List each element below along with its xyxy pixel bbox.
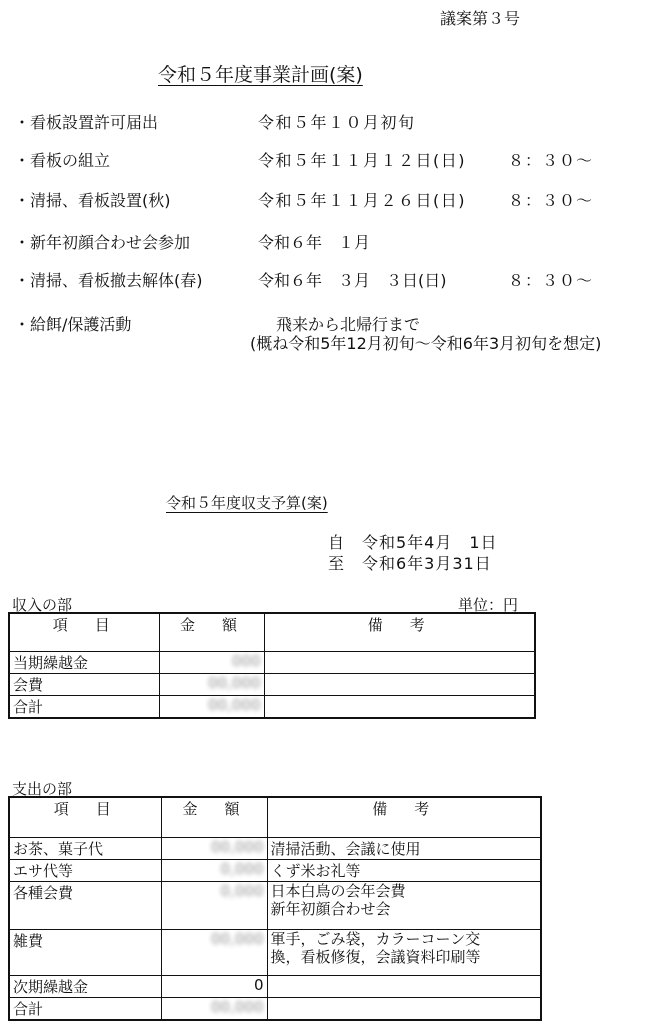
table-row	[9, 997, 541, 1020]
remarks-line: 新年初顔合わせ会	[270, 899, 391, 918]
plan-item-label: ・看板設置許可届出	[14, 113, 159, 132]
header-remarks: 備 考	[264, 613, 535, 651]
row-amount: 00,000	[161, 837, 267, 859]
row-item: 会費	[9, 673, 159, 695]
header-item: 項 目	[9, 797, 161, 837]
table-row	[9, 837, 541, 859]
table-row	[9, 651, 535, 673]
remarks-line: 換，看板修復，会議資料印刷等	[270, 947, 481, 966]
row-remarks	[267, 929, 541, 975]
plan-item	[0, 110, 656, 134]
period-to: 至 令和6年3月31日	[328, 554, 492, 573]
plan-item-label: ・看板の組立	[14, 151, 111, 170]
remarks-line: 軍手，ごみ袋，カラーコーン交	[270, 929, 481, 948]
row-amount: 0,000	[161, 859, 267, 881]
plan-item-label: ・清掃、看板撤去解体(春)	[14, 271, 203, 290]
row-item: お茶、菓子代	[9, 837, 161, 859]
table-row	[9, 673, 535, 695]
header-remarks: 備 考	[267, 797, 541, 837]
plan-item	[0, 230, 656, 254]
table-row	[9, 881, 541, 929]
plan-item-date: 令和６年 １月	[258, 233, 371, 252]
period-from: 自 令和5年4月 1日	[328, 533, 498, 552]
budget-title: 令和５年度収支予算(案)	[166, 494, 328, 512]
row-item: 雑費	[9, 929, 161, 975]
unit-label: 単位：円	[458, 596, 519, 614]
expense-table	[8, 796, 542, 1021]
table-header-row	[9, 797, 541, 837]
row-amount: 00,000	[161, 929, 267, 975]
table-row	[9, 695, 535, 718]
document-number: 議案第３号	[440, 9, 521, 28]
plan-item-time: ８：３０～	[508, 271, 594, 290]
plan-item	[0, 148, 656, 172]
row-amount: 0	[161, 975, 267, 997]
row-item: 合計	[9, 695, 159, 718]
plan-item-date: 令和６年 ３月 ３日(日)	[258, 271, 447, 290]
table-row	[9, 929, 541, 975]
row-remarks	[267, 997, 541, 1020]
expense-label: 支出の部	[12, 780, 73, 798]
plan-item-label: ・清掃、看板設置(秋)	[14, 191, 171, 210]
plan-item-date: 令和５年１１月１２日(日)	[258, 151, 466, 170]
header-item: 項 目	[9, 613, 159, 651]
row-amount: 0,000	[161, 881, 267, 929]
row-item: 次期繰越金	[9, 975, 161, 997]
header-amount: 金 額	[159, 613, 264, 651]
header-amount: 金 額	[161, 797, 267, 837]
table-header-row	[9, 613, 535, 651]
plan-item-date: 飛来から北帰行まで	[276, 315, 421, 334]
plan-item-label: ・新年初顔合わせ会参加	[14, 233, 191, 252]
row-remarks	[264, 695, 535, 718]
plan-item-label: ・給餌/保護活動	[14, 315, 132, 334]
row-item: エサ代等	[9, 859, 161, 881]
plan-item	[0, 188, 656, 212]
row-amount: 000	[159, 651, 264, 673]
remarks-line: 日本白鳥の会年会費	[270, 881, 406, 900]
row-remarks	[264, 673, 535, 695]
row-item: 当期繰越金	[9, 651, 159, 673]
row-remarks	[264, 651, 535, 673]
plan-item-date: 令和５年１１月２６日(日)	[258, 191, 466, 210]
plan-item-time: ８：３０～	[508, 151, 594, 170]
plan-note: (概ね令和5年12月初旬～令和6年3月初旬を想定)	[250, 334, 602, 353]
row-remarks	[267, 975, 541, 997]
plan-item-time: ８：３０～	[508, 191, 594, 210]
row-remarks: くず米お礼等	[267, 859, 541, 881]
income-label: 収入の部	[12, 596, 73, 614]
plan-title: 令和５年度事業計画(案)	[158, 64, 363, 86]
row-item: 各種会費	[9, 881, 161, 929]
row-amount: 00,000	[159, 673, 264, 695]
row-amount: 00,000	[161, 997, 267, 1020]
plan-item	[0, 268, 656, 292]
row-amount: 00,000	[159, 695, 264, 718]
table-row	[9, 859, 541, 881]
row-remarks: 清掃活動、会議に使用	[267, 837, 541, 859]
row-remarks	[267, 881, 541, 929]
table-row	[9, 975, 541, 997]
income-table	[8, 612, 536, 719]
plan-item-date: 令和５年１０月初旬	[258, 113, 416, 132]
row-item: 合計	[9, 997, 161, 1020]
